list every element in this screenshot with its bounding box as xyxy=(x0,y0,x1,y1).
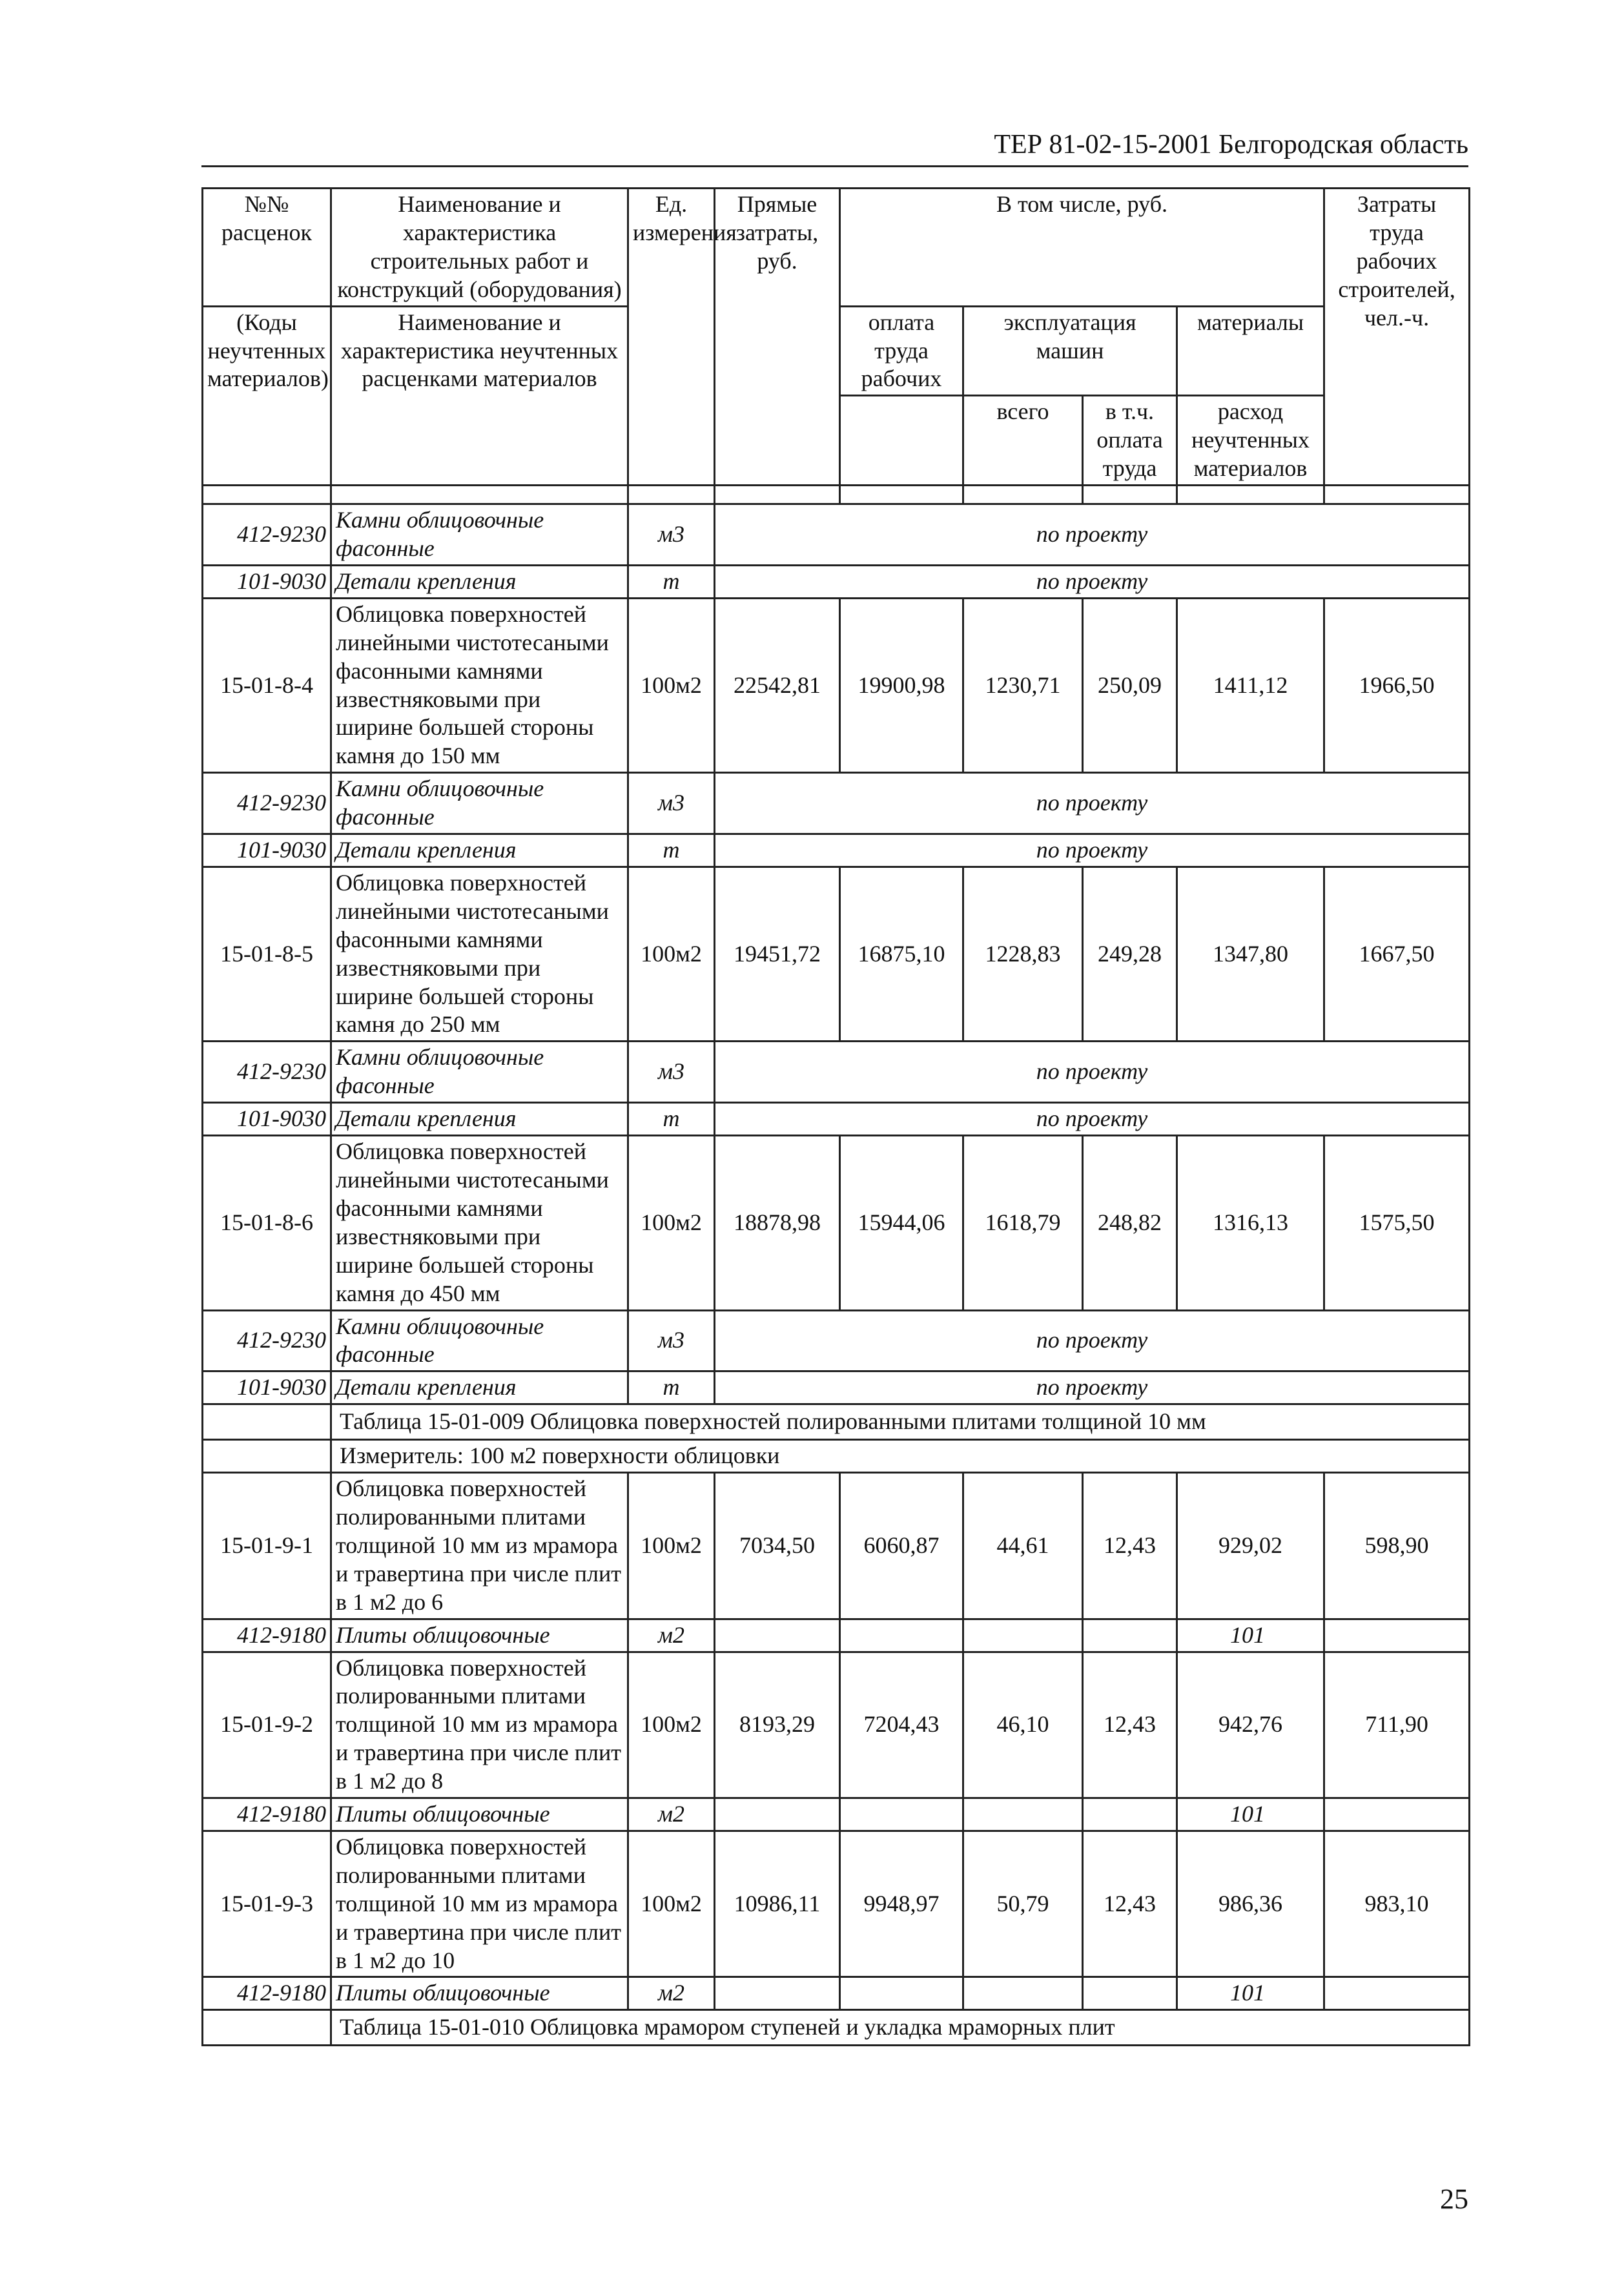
material-unit: м2 xyxy=(628,1977,715,2010)
col-materials-unaccounted: расход неучтенных материалов xyxy=(1177,396,1324,486)
material-quantity: 101 xyxy=(1177,1619,1324,1652)
rate-labor-hours: 1667,50 xyxy=(1324,867,1470,1041)
table-body xyxy=(203,486,1470,2046)
section-title: Таблица 15-01-010 Облицовка мрамором ступеней и укладка мраморных плит xyxy=(331,2010,1470,2046)
rate-name: Облицовка поверхностей полированными плитами толщиной 10 мм из мрамора и травертина при числе плит в 1 м2 до 8 xyxy=(331,1652,628,1798)
rate-row xyxy=(203,598,1470,772)
material-name: Камни облицовочные фасонные xyxy=(331,1310,628,1371)
material-unit: т xyxy=(628,1103,715,1136)
rate-machines-labor: 248,82 xyxy=(1083,1136,1177,1310)
rate-direct-costs: 18878,98 xyxy=(715,1136,840,1310)
rate-labor-hours: 983,10 xyxy=(1324,1831,1470,1977)
material-name: Камни облицовочные фасонные xyxy=(331,1042,628,1103)
rate-code: 15-01-9-2 xyxy=(203,1652,331,1798)
rate-name: Облицовка поверхностей полированными плитами толщиной 10 мм из мрамора и травертина при числе плит в 1 м2 до 10 xyxy=(331,1831,628,1977)
col-labor-pay: оплата труда рабочих xyxy=(840,306,963,396)
material-code: 412-9180 xyxy=(203,1798,331,1831)
rate-row xyxy=(203,867,1470,1041)
rate-materials: 1411,12 xyxy=(1177,598,1324,772)
rate-unit: 100м2 xyxy=(628,1473,715,1619)
material-value: по проекту xyxy=(715,834,1470,867)
col-materials: материалы xyxy=(1177,306,1324,396)
empty-cell xyxy=(1083,1798,1177,1831)
material-row xyxy=(203,565,1470,598)
empty-cell xyxy=(1083,1977,1177,2010)
rate-machines-total: 44,61 xyxy=(963,1473,1083,1619)
empty-cell xyxy=(1324,1798,1470,1831)
material-unit: м3 xyxy=(628,1310,715,1371)
rate-direct-costs: 10986,11 xyxy=(715,1831,840,1977)
material-value: по проекту xyxy=(715,565,1470,598)
empty-cell xyxy=(203,1440,331,1473)
empty-cell xyxy=(840,1977,963,2010)
material-unit: т xyxy=(628,1371,715,1404)
material-quantity: 101 xyxy=(1177,1798,1324,1831)
rate-machines-total: 46,10 xyxy=(963,1652,1083,1798)
material-unit: м3 xyxy=(628,1042,715,1103)
rate-machines-labor: 12,43 xyxy=(1083,1831,1177,1977)
material-value: по проекту xyxy=(715,1042,1470,1103)
rate-labor-hours: 711,90 xyxy=(1324,1652,1470,1798)
empty-cell xyxy=(203,2010,331,2046)
table-header xyxy=(203,189,1470,486)
rate-name: Облицовка поверхностей линейными чистотесаными фасонными камнями известняковыми при ширине большей стороны камня до 250 мм xyxy=(331,867,628,1041)
rate-machines-total: 1618,79 xyxy=(963,1136,1083,1310)
col-labor-pay-spacer xyxy=(840,396,963,486)
material-row xyxy=(203,1798,1470,1831)
material-unit: м2 xyxy=(628,1619,715,1652)
material-unit: м3 xyxy=(628,504,715,566)
meter-row xyxy=(203,1440,1470,1473)
rate-labor-hours: 1575,50 xyxy=(1324,1136,1470,1310)
rate-unit: 100м2 xyxy=(628,1652,715,1798)
rate-unit: 100м2 xyxy=(628,867,715,1041)
empty-cell xyxy=(1324,1619,1470,1652)
rate-machines-labor: 250,09 xyxy=(1083,598,1177,772)
rate-machines-total: 50,79 xyxy=(963,1831,1083,1977)
rate-name: Облицовка поверхностей линейными чистотесаными фасонными камнями известняковыми при ширине большей стороны камня до 450 мм xyxy=(331,1136,628,1310)
material-name: Плиты облицовочные xyxy=(331,1619,628,1652)
rate-code: 15-01-9-3 xyxy=(203,1831,331,1977)
rate-unit: 100м2 xyxy=(628,1136,715,1310)
col-codes-unaccounted: (Коды неучтенных материалов) xyxy=(203,306,331,485)
col-unit: Ед. измерения xyxy=(628,189,715,486)
section-title-row xyxy=(203,1404,1470,1440)
section-title-row xyxy=(203,2010,1470,2046)
material-row xyxy=(203,1977,1470,2010)
material-row xyxy=(203,1619,1470,1652)
material-code: 412-9230 xyxy=(203,773,331,834)
rate-row xyxy=(203,1136,1470,1310)
col-machines-total: всего xyxy=(963,396,1083,486)
empty-cell xyxy=(203,1404,331,1440)
rate-materials: 986,36 xyxy=(1177,1831,1324,1977)
header-gap-row xyxy=(203,486,1470,504)
col-incl: В том числе, руб. xyxy=(840,189,1324,307)
material-value: по проекту xyxy=(715,773,1470,834)
material-name: Детали крепления xyxy=(331,1103,628,1136)
material-code: 412-9230 xyxy=(203,1310,331,1371)
empty-cell xyxy=(715,1798,840,1831)
empty-cell xyxy=(840,1798,963,1831)
material-code: 101-9030 xyxy=(203,1103,331,1136)
rate-direct-costs: 8193,29 xyxy=(715,1652,840,1798)
empty-cell xyxy=(840,1619,963,1652)
material-unit: т xyxy=(628,565,715,598)
rate-unit: 100м2 xyxy=(628,598,715,772)
material-name: Детали крепления xyxy=(331,1371,628,1404)
material-code: 412-9180 xyxy=(203,1977,331,2010)
material-unit: м2 xyxy=(628,1798,715,1831)
rate-code: 15-01-8-6 xyxy=(203,1136,331,1310)
material-row xyxy=(203,834,1470,867)
page-number: 25 xyxy=(1440,2183,1468,2215)
material-name: Детали крепления xyxy=(331,565,628,598)
page-header: ТЕР 81-02-15-2001 Белгородская область xyxy=(201,129,1468,167)
rate-labor-pay: 7204,43 xyxy=(840,1652,963,1798)
rate-machines-labor: 12,43 xyxy=(1083,1652,1177,1798)
empty-cell xyxy=(1083,1619,1177,1652)
rate-name: Облицовка поверхностей полированными плитами толщиной 10 мм из мрамора и травертина при числе плит в 1 м2 до 6 xyxy=(331,1473,628,1619)
rate-labor-pay: 9948,97 xyxy=(840,1831,963,1977)
material-name: Камни облицовочные фасонные xyxy=(331,773,628,834)
empty-cell xyxy=(963,1798,1083,1831)
col-machines-labor: в т.ч. оплата труда xyxy=(1083,396,1177,486)
rate-labor-pay: 15944,06 xyxy=(840,1136,963,1310)
material-name: Плиты облицовочные xyxy=(331,1798,628,1831)
empty-cell xyxy=(1324,1977,1470,2010)
rate-code: 15-01-8-5 xyxy=(203,867,331,1041)
col-machines: эксплуатация машин xyxy=(963,306,1177,396)
material-code: 412-9230 xyxy=(203,504,331,566)
meter-text: Измеритель: 100 м2 поверхности облицовки xyxy=(331,1440,1470,1473)
material-row xyxy=(203,504,1470,566)
material-name: Камни облицовочные фасонные xyxy=(331,504,628,566)
empty-cell xyxy=(715,1619,840,1652)
rate-machines-labor: 12,43 xyxy=(1083,1473,1177,1619)
rate-machines-total: 1230,71 xyxy=(963,598,1083,772)
col-num-rates: №№ расценок xyxy=(203,189,331,307)
col-name: Наименование и характеристика строительных работ и конструкций (оборудования) xyxy=(331,189,628,307)
material-row xyxy=(203,1310,1470,1371)
rate-code: 15-01-9-1 xyxy=(203,1473,331,1619)
material-row xyxy=(203,1371,1470,1404)
rate-direct-costs: 7034,50 xyxy=(715,1473,840,1619)
col-direct-costs: Прямые затраты, руб. xyxy=(715,189,840,486)
rate-row xyxy=(203,1652,1470,1798)
rates-table xyxy=(201,187,1470,2046)
material-name: Детали крепления xyxy=(331,834,628,867)
col-name-unaccounted: Наименование и характеристика неучтенных расценками материалов xyxy=(331,306,628,485)
material-row xyxy=(203,1103,1470,1136)
material-name: Плиты облицовочные xyxy=(331,1977,628,2010)
material-row xyxy=(203,1042,1470,1103)
material-value: по проекту xyxy=(715,504,1470,566)
rate-labor-pay: 6060,87 xyxy=(840,1473,963,1619)
rate-name: Облицовка поверхностей линейными чистотесаными фасонными камнями известняковыми при ширине большей стороны камня до 150 мм xyxy=(331,598,628,772)
rate-direct-costs: 22542,81 xyxy=(715,598,840,772)
rate-row xyxy=(203,1831,1470,1977)
col-labor-costs: Затраты труда рабочих строителей, чел.-ч. xyxy=(1324,189,1470,486)
rate-labor-hours: 1966,50 xyxy=(1324,598,1470,772)
material-value: по проекту xyxy=(715,1371,1470,1404)
material-code: 412-9180 xyxy=(203,1619,331,1652)
rate-labor-pay: 19900,98 xyxy=(840,598,963,772)
rate-materials: 942,76 xyxy=(1177,1652,1324,1798)
material-code: 101-9030 xyxy=(203,565,331,598)
material-code: 101-9030 xyxy=(203,834,331,867)
material-value: по проекту xyxy=(715,1310,1470,1371)
rate-direct-costs: 19451,72 xyxy=(715,867,840,1041)
material-row xyxy=(203,773,1470,834)
rate-row xyxy=(203,1473,1470,1619)
rate-code: 15-01-8-4 xyxy=(203,598,331,772)
rate-materials: 1347,80 xyxy=(1177,867,1324,1041)
rate-machines-total: 1228,83 xyxy=(963,867,1083,1041)
material-unit: т xyxy=(628,834,715,867)
material-value: по проекту xyxy=(715,1103,1470,1136)
empty-cell xyxy=(715,1977,840,2010)
empty-cell xyxy=(963,1977,1083,2010)
material-quantity: 101 xyxy=(1177,1977,1324,2010)
empty-cell xyxy=(963,1619,1083,1652)
rate-materials: 929,02 xyxy=(1177,1473,1324,1619)
rate-unit: 100м2 xyxy=(628,1831,715,1977)
section-title: Таблица 15-01-009 Облицовка поверхностей полированными плитами толщиной 10 мм xyxy=(331,1404,1470,1440)
rate-labor-hours: 598,90 xyxy=(1324,1473,1470,1619)
rate-labor-pay: 16875,10 xyxy=(840,867,963,1041)
material-unit: м3 xyxy=(628,773,715,834)
material-code: 412-9230 xyxy=(203,1042,331,1103)
rate-materials: 1316,13 xyxy=(1177,1136,1324,1310)
rate-machines-labor: 249,28 xyxy=(1083,867,1177,1041)
material-code: 101-9030 xyxy=(203,1371,331,1404)
